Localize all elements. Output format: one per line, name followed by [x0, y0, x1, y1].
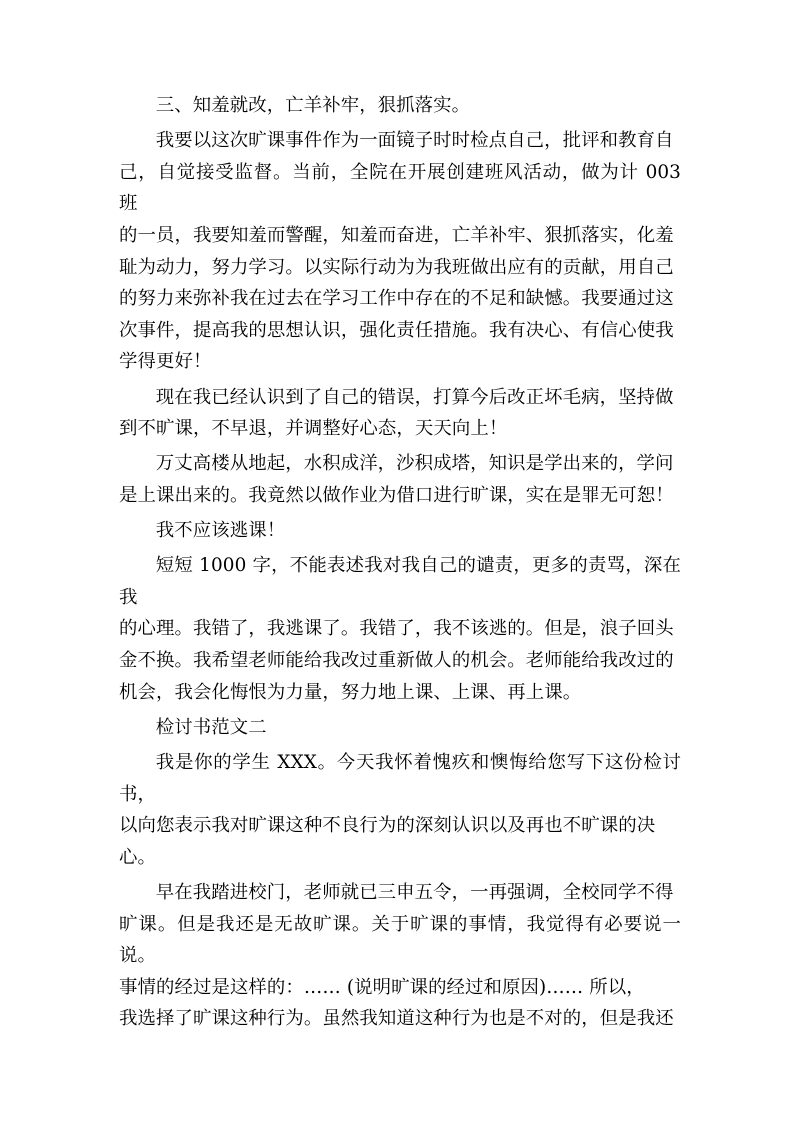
text-line: 学得更好！: [119, 351, 212, 373]
text-line: 现在我已经认识到了自己的错误，打算今后改正坏毛病，坚持做: [155, 386, 674, 408]
paragraph-intro-example-two: [119, 747, 681, 873]
text-line: 心。: [119, 846, 156, 868]
text-line: 三、知羞就改，亡羊补牢，狠抓落实。: [155, 95, 471, 116]
text-line: 到不旷课，不早退，并调整好心态，天天向上！: [119, 418, 508, 440]
text-line: 以向您表示我对旷课这种不良行为的深刻认识以及再也不旷课的决: [119, 815, 656, 837]
section-heading-3: [119, 90, 681, 122]
text-line: 事情的经过是这样的：…… (说明旷课的经过和原因)…… 所以，: [119, 976, 645, 998]
paragraph-short-statement: [119, 515, 681, 547]
paragraph-commitment: [119, 382, 681, 445]
text-line: 己，自觉接受监督。当前，全院在开展创建班风活动，做为计 003 班: [119, 161, 681, 215]
text-line: 万丈高楼从地起，水积成洋，沙积成塔，知识是学出来的，学问: [155, 453, 674, 475]
text-line: 的一员，我要知羞而警醒，知羞而奋进，亡羊补牢、狠抓落实，化羞: [119, 224, 674, 246]
text-line: 次事件，提高我的思想认识，强化责任措施。我有决心、有信心使我: [119, 319, 674, 341]
text-line: 耻为动力，努力学习。以实际行动为为我班做出应有的贡献，用自己: [119, 256, 674, 278]
paragraph-proverb: [119, 448, 681, 511]
text-line: 的努力来弥补我在过去在学习工作中存在的不足和缺憾。我要通过这: [119, 288, 674, 310]
text-line: 我是你的学生 XXX。今天我怀着愧疚和懊悔给您写下这份检讨书，: [119, 752, 681, 805]
text-line: 旷课。但是我还是无故旷课。关于旷课的事情，我觉得有必要说一说。: [119, 913, 681, 967]
text-line: 我不应该逃课！: [155, 520, 286, 542]
paragraph-background: [119, 877, 681, 1035]
text-line: 我选择了旷课这种行为。虽然我知道这种行为也是不对的，但是我还: [119, 1008, 674, 1030]
paragraph-reflection: [119, 125, 681, 378]
text-line: 的心理。我错了，我逃课了。我错了，我不该逃的。但是，浪子回头: [119, 618, 674, 640]
paragraph-apology: [119, 550, 681, 708]
text-line: 金不换。我希望老师能给我改过重新做人的机会。老师能给我改过的: [119, 650, 674, 672]
text-line: 早在我踏进校门，老师就已三申五令，一再强调，全校同学不得: [155, 882, 674, 903]
text-line: 机会，我会化悔恨为力量，努力地上课、上课、再上课。: [119, 681, 582, 703]
document-page: [119, 90, 681, 1039]
text-line: 检讨书范文二: [155, 716, 267, 738]
example-two-heading: [119, 712, 681, 744]
text-line: 是上课出来的。我竟然以做作业为借口进行旷课，实在是罪无可恕！: [119, 484, 674, 506]
text-line: 短短 1000 字，不能表述我对我自己的谴责，更多的责骂，深在我: [119, 555, 681, 608]
text-line: 我要以这次旷课事件作为一面镜子时时检点自己，批评和教育自: [155, 130, 674, 152]
